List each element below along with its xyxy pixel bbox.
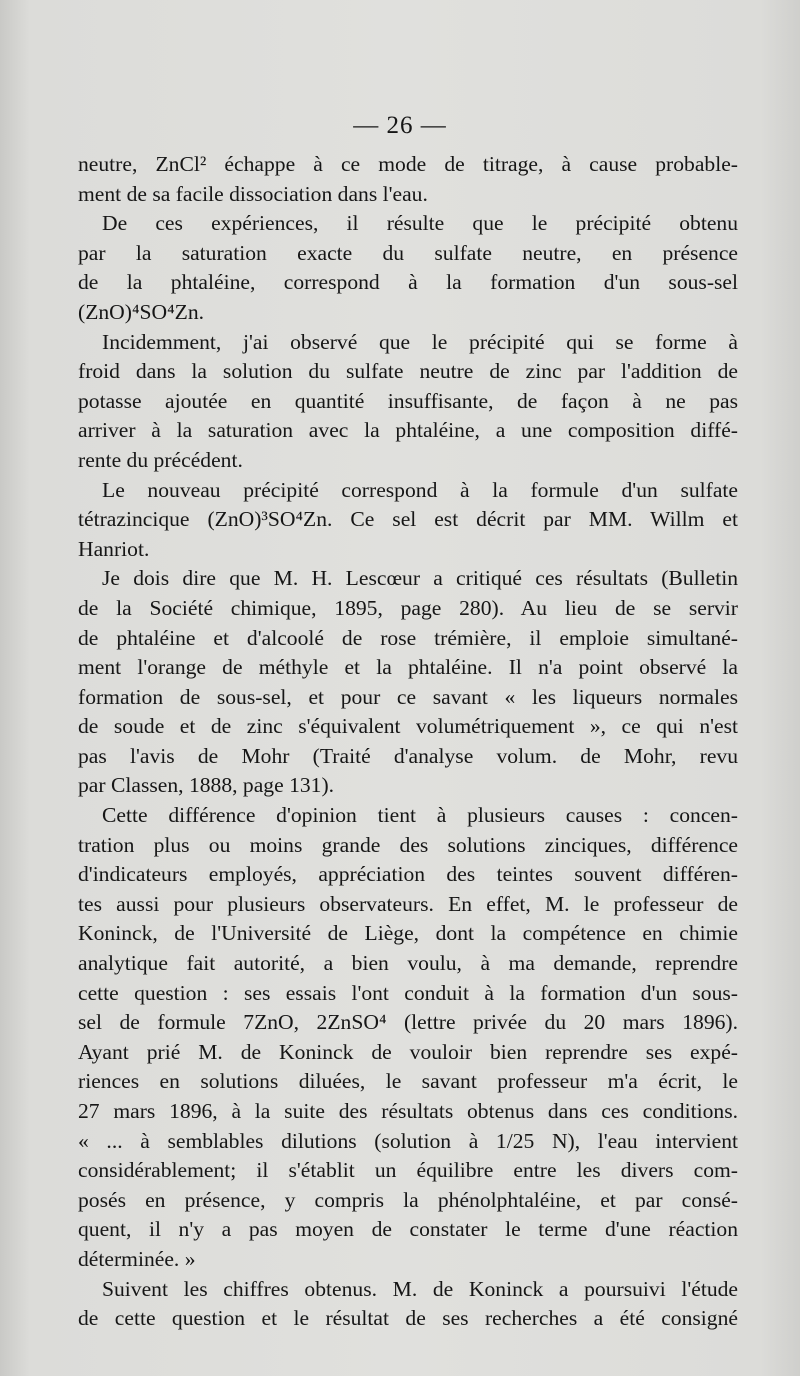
text-line: quent, il n'y a pas moyen de constater le terme d'une réaction — [78, 1217, 738, 1242]
text-line: riences en solutions diluées, le savant professeur m'a écrit, le — [78, 1069, 738, 1094]
text-line: par la saturation exacte du sulfate neutre, en présence — [78, 240, 738, 265]
text-line: de la Société chimique, 1895, page 280). Au lieu de se servir — [78, 595, 738, 620]
text-line: froid dans la solution du sulfate neutre de zinc par l'addition de — [78, 359, 738, 384]
text-line: de cette question et le résultat de ses recherches a été consigné — [78, 1306, 738, 1331]
body-text — [78, 150, 738, 1334]
text-line: tes aussi pour plusieurs observateurs. En effet, M. le professeur de — [78, 891, 738, 916]
text-line: Koninck, de l'Université de Liège, dont la compétence en chimie — [78, 921, 738, 946]
text-line: 27 mars 1896, à la suite des résultats obtenus dans ces conditions. — [78, 1099, 738, 1123]
text-line: (ZnO)⁴SO⁴Zn. — [78, 299, 205, 324]
text-line: arriver à la saturation avec la phtaléine, a une composition diffé- — [78, 418, 738, 443]
text-line: ment l'orange de méthyle et la phtaléine. Il n'a point observé la — [78, 655, 738, 680]
text-line: Incidemment, j'ai observé que le précipité qui se forme à — [102, 329, 738, 354]
text-line: potasse ajoutée en quantité insuffisante, de façon à ne pas — [78, 388, 738, 413]
text-line: Ayant prié M. de Koninck de vouloir bien reprendre ses expé- — [78, 1039, 738, 1064]
text-line: neutre, ZnCl² échappe à ce mode de titrage, à cause probable- — [78, 152, 738, 176]
text-line: par Classen, 1888, page 131). — [78, 773, 335, 798]
text-line: Cette différence d'opinion tient à plusieurs causes : concen- — [102, 803, 738, 828]
text-line: formation de sous-sel, et pour ce savant « les liqueurs normales — [78, 684, 738, 709]
text-line: Je dois dire que M. H. Lescœur a critiqué ces résultats (Bulletin — [102, 566, 738, 591]
text-line: Hanriot. — [78, 536, 150, 561]
text-line: rente du précédent. — [78, 447, 243, 472]
text-line: tration plus ou moins grande des solutions zinciques, différence — [78, 832, 738, 857]
text-line: sel de formule 7ZnO, 2ZnSO⁴ (lettre privée du 20 mars 1896). — [78, 1010, 738, 1035]
text-line: « ... à semblables dilutions (solution à 1/25 N), l'eau intervient — [78, 1128, 738, 1153]
text-line: de la phtaléine, correspond à la formation d'un sous-sel — [78, 270, 738, 295]
text-line: cette question : ses essais l'ont conduit à la formation d'un sous- — [78, 980, 738, 1005]
text-line: analytique fait autorité, a bien voulu, à ma demande, reprendre — [78, 951, 738, 976]
text-line: de phtaléine et d'alcoolé de rose trémière, il emploie simultané- — [78, 625, 738, 650]
text-line: d'indicateurs employés, appréciation des teintes souvent différen- — [78, 862, 738, 887]
text-line: posés en présence, y compris la phénolphtaléine, et par consé- — [78, 1187, 738, 1212]
text-line: pas l'avis de Mohr (Traité d'analyse volum. de Mohr, revu — [78, 743, 738, 768]
page-number: — 26 — — [353, 112, 447, 139]
text-line: tétrazincique (ZnO)³SO⁴Zn. Ce sel est décrit par MM. Willm et — [78, 507, 738, 532]
text-line: De ces expériences, il résulte que le précipité obtenu — [102, 211, 738, 236]
text-line: considérablement; il s'établit un équilibre entre les divers com- — [78, 1158, 738, 1183]
text-line: Le nouveau précipité correspond à la formule d'un sulfate — [102, 477, 738, 502]
text-line: de soude et de zinc s'équivalent volumétriquement », ce qui n'est — [78, 714, 738, 739]
text-line: déterminée. » — [78, 1246, 196, 1271]
text-line: Suivent les chiffres obtenus. M. de Koninck a poursuivi l'étude — [102, 1276, 738, 1301]
text-line: ment de sa facile dissociation dans l'eau. — [78, 181, 428, 206]
